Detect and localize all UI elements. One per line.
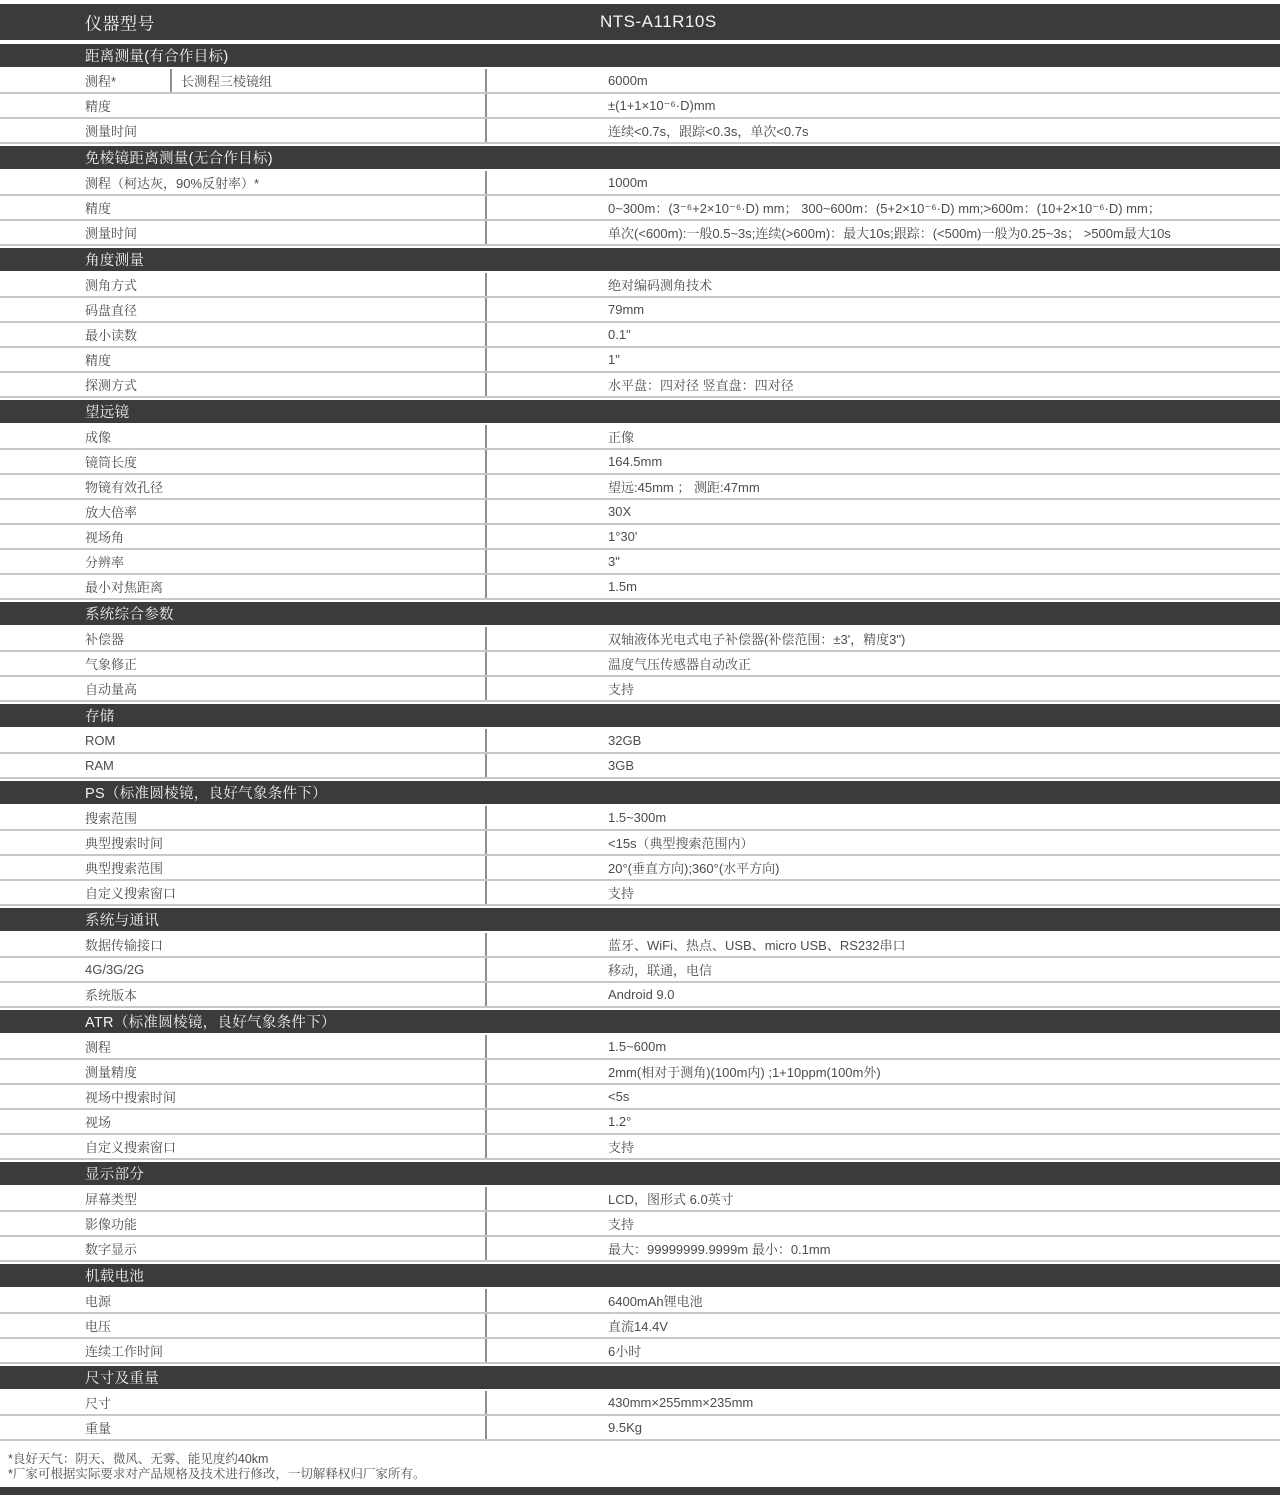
spec-value: 6000m [608, 73, 648, 88]
spec-value: 0.1" [608, 327, 631, 342]
spec-value: 蓝牙、WiFi、热点、USB、micro USB、RS232串口 [608, 938, 906, 953]
spec-label: 自定义搜索窗口 [0, 881, 487, 904]
section-title: 尺寸及重量 [85, 1371, 159, 1387]
spec-row [0, 1339, 1280, 1364]
spec-label: 码盘直径 [0, 298, 487, 321]
spec-row [0, 1035, 1280, 1060]
spec-row [0, 1314, 1280, 1339]
section-title: 望远镜 [85, 405, 130, 421]
spec-row [0, 856, 1280, 881]
spec-value: 1.5~600m [608, 1039, 667, 1054]
section-header [0, 908, 1280, 931]
footnote-weather: *良好天气：阴天、微风、无雾、能见度约40km [8, 1452, 269, 1466]
spec-row [0, 1060, 1280, 1085]
section-title: 机载电池 [85, 1269, 145, 1285]
header-label: 仪器型号 [85, 14, 155, 34]
spec-label: 测角方式 [0, 273, 487, 296]
spec-row [0, 1110, 1280, 1135]
spec-row [0, 575, 1280, 600]
section-header [0, 1162, 1280, 1185]
section-title: 免棱镜距离测量(无合作目标) [85, 151, 273, 167]
spec-row [0, 754, 1280, 779]
spec-value: 3GB [608, 758, 635, 773]
spec-row [0, 525, 1280, 550]
spec-value: 单次(<600m):一般0.5~3s;连续(>600m)：最大10s;跟踪：(<500m)一般为0.25~3s； >500m最大10s [608, 226, 1171, 241]
spec-label: 4G/3G/2G [0, 958, 487, 981]
spec-row [0, 881, 1280, 906]
spec-value: 连续<0.7s，跟踪<0.3s，单次<0.7s [608, 124, 809, 139]
spec-label: 补偿器 [0, 627, 487, 650]
spec-row [0, 373, 1280, 398]
spec-row [0, 450, 1280, 475]
spec-value: 温度气压传感器自动改正 [608, 657, 752, 672]
spec-label: ROM [0, 729, 487, 752]
spec-value: 双轴液体光电式电子补偿器(补偿范围：±3'，精度3") [608, 632, 906, 647]
spec-label: 最小读数 [0, 323, 487, 346]
spec-row [0, 1237, 1280, 1262]
spec-label: 搜索范围 [0, 806, 487, 829]
spec-row [0, 1085, 1280, 1110]
spec-label: 精度 [0, 196, 487, 219]
spec-row [0, 273, 1280, 298]
spec-value: 正像 [608, 430, 635, 445]
spec-value: 430mm×255mm×235mm [608, 1395, 754, 1410]
spec-row [0, 94, 1280, 119]
spec-row [0, 958, 1280, 983]
section-header [0, 704, 1280, 727]
spec-label: 精度 [0, 348, 487, 371]
spec-row [0, 983, 1280, 1008]
spec-value: <5s [608, 1089, 630, 1104]
spec-label: 重量 [0, 1416, 487, 1439]
spec-value: <15s（典型搜索范围内） [608, 836, 754, 851]
spec-label: 测量时间 [0, 119, 487, 142]
spec-row [0, 323, 1280, 348]
spec-row [0, 1135, 1280, 1160]
spec-row [0, 348, 1280, 373]
spec-row [0, 425, 1280, 450]
spec-value: 1000m [608, 175, 648, 190]
spec-row [0, 933, 1280, 958]
spec-row [0, 550, 1280, 575]
spec-value: 绝对编码测角技术 [608, 278, 713, 293]
spec-row [0, 806, 1280, 831]
spec-label: 放大倍率 [0, 500, 487, 523]
section-header [0, 248, 1280, 271]
spec-value: 水平盘：四对径 竖直盘：四对径 [608, 378, 794, 393]
spec-value: 3" [608, 554, 620, 569]
spec-label: 分辨率 [0, 550, 487, 573]
footnotes [0, 1452, 1280, 1482]
spec-label: 测量时间 [0, 221, 487, 244]
spec-label: 物镜有效孔径 [0, 475, 487, 498]
spec-label: 自定义搜索窗口 [0, 1135, 487, 1158]
spec-value: 支持 [608, 886, 635, 901]
spec-value: 6400mAh锂电池 [608, 1294, 703, 1309]
spec-value: 30X [608, 504, 632, 519]
spec-value: 1°30' [608, 529, 638, 544]
spec-label: 数字显示 [0, 1237, 487, 1260]
spec-label: 尺寸 [0, 1391, 487, 1414]
spec-label: 测程 [0, 1035, 487, 1058]
spec-value: 直流14.4V [608, 1319, 668, 1334]
spec-value: 1.5~300m [608, 810, 667, 825]
spec-label: 电源 [0, 1289, 487, 1312]
spec-value: LCD，图形式 6.0英寸 [608, 1192, 734, 1207]
bottom-bar [0, 1487, 1280, 1495]
spec-label: 探测方式 [0, 373, 487, 396]
spec-row [0, 652, 1280, 677]
spec-value: ±(1+1×10⁻⁶·D)mm [608, 97, 716, 113]
spec-label: 典型搜索时间 [0, 831, 487, 854]
spec-value: 最大：99999999.9999m 最小：0.1mm [608, 1242, 831, 1257]
spec-row [0, 221, 1280, 246]
spec-row [0, 627, 1280, 652]
section-title: 显示部分 [85, 1167, 145, 1183]
spec-row [0, 171, 1280, 196]
spec-value: 支持 [608, 682, 635, 697]
spec-label: RAM [0, 754, 487, 777]
section-header [0, 781, 1280, 804]
spec-label: 数据传输接口 [0, 933, 487, 956]
spec-label: 系统版本 [0, 983, 487, 1006]
section-title: 系统与通讯 [85, 913, 159, 929]
spec-row [0, 119, 1280, 144]
spec-row [0, 298, 1280, 323]
spec-label: 典型搜索范围 [0, 856, 487, 879]
spec-label: 影像功能 [0, 1212, 487, 1235]
spec-label: 电压 [0, 1314, 487, 1337]
spec-value: 6小时 [608, 1344, 642, 1359]
spec-table [0, 42, 1280, 1441]
section-header [0, 44, 1280, 67]
spec-row [0, 500, 1280, 525]
spec-value: 32GB [608, 733, 642, 748]
spec-row [0, 1416, 1280, 1441]
section-header [0, 1366, 1280, 1389]
spec-value: 79mm [608, 302, 645, 317]
spec-row [0, 475, 1280, 500]
spec-label: 测量精度 [0, 1060, 487, 1083]
header-model-value: NTS-A11R10S [600, 12, 717, 31]
spec-label: 气象修正 [0, 652, 487, 675]
spec-label: 视场中搜索时间 [0, 1085, 487, 1108]
section-title: PS（标准圆棱镜，良好气象条件下） [85, 786, 327, 802]
footnote-disclaimer: *厂家可根据实际要求对产品规格及技术进行修改，一切解释权归厂家所有。 [8, 1467, 426, 1481]
section-title: 角度测量 [85, 253, 145, 269]
spec-row [0, 831, 1280, 856]
spec-label: 自动量高 [0, 677, 487, 700]
spec-value: 20°(垂直方向);360°(水平方向) [608, 861, 780, 876]
spec-row [0, 677, 1280, 702]
table-header [0, 4, 1280, 40]
spec-value: 支持 [608, 1140, 635, 1155]
spec-value: 1.2° [608, 1114, 632, 1129]
section-header [0, 1010, 1280, 1033]
spec-value: 支持 [608, 1217, 635, 1232]
section-header [0, 602, 1280, 625]
spec-row [0, 1212, 1280, 1237]
spec-value: 1" [608, 352, 620, 367]
spec-label: 屏幕类型 [0, 1187, 487, 1210]
spec-row [0, 1187, 1280, 1212]
spec-value: 2mm(相对于测角)(100m内) ;1+10ppm(100m外) [608, 1065, 881, 1080]
section-title: 距离测量(有合作目标) [85, 49, 229, 65]
spec-sublabel: 长测程三棱镜组 [172, 69, 487, 92]
spec-row [0, 729, 1280, 754]
spec-value: 0~300m：(3⁻⁶+2×10⁻⁶·D) mm； 300~600m：(5+2×10⁻⁶·D) mm;>600m：(10+2×10⁻⁶·D) mm； [608, 201, 1161, 216]
section-header [0, 146, 1280, 169]
spec-label: 最小对焦距离 [0, 575, 487, 598]
spec-value: 9.5Kg [608, 1420, 642, 1435]
spec-row [0, 1289, 1280, 1314]
section-title: 存储 [85, 709, 115, 725]
section-title: ATR（标准圆棱镜，良好气象条件下） [85, 1015, 336, 1031]
spec-label: 镜筒长度 [0, 450, 487, 473]
spec-row [0, 1391, 1280, 1416]
spec-row [0, 69, 1280, 94]
spec-value: 164.5mm [608, 454, 663, 469]
spec-label: 连续工作时间 [0, 1339, 487, 1362]
section-header [0, 400, 1280, 423]
spec-label: 精度 [0, 94, 487, 117]
spec-value: Android 9.0 [608, 987, 675, 1002]
section-header [0, 1264, 1280, 1287]
spec-value: 1.5m [608, 579, 637, 594]
spec-value: 望远:45mm ； 测距:47mm [608, 480, 760, 495]
spec-label: 测程* [0, 69, 172, 92]
spec-label: 视场 [0, 1110, 487, 1133]
spec-label: 测程（柯达灰，90%反射率）* [0, 171, 487, 194]
spec-label: 视场角 [0, 525, 487, 548]
section-title: 系统综合参数 [85, 607, 174, 623]
spec-value: 移动，联通，电信 [608, 963, 713, 978]
spec-row [0, 196, 1280, 221]
spec-label: 成像 [0, 425, 487, 448]
